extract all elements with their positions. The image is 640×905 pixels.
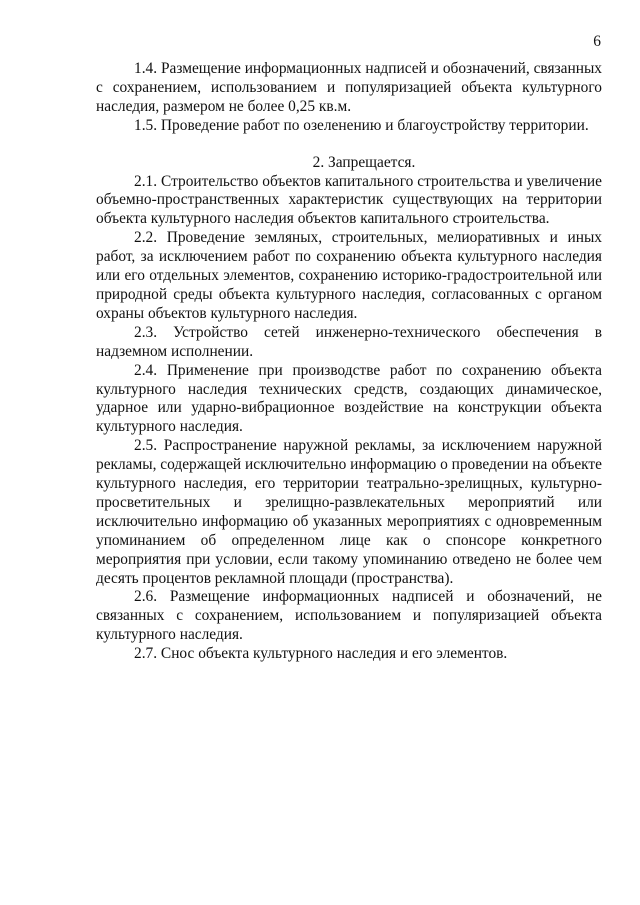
paragraph-1-5: 1.5. Проведение работ по озеленению и благоустройству территории.: [134, 116, 589, 134]
paragraph-1-4: 1.4. Размещение информационных надписей и обозначений, связанных с сохранением, использованием и популяризацией объекта культурного наследия, размером не более 0,25 кв.м.: [96, 60, 602, 115]
paragraph-2-4: 2.4. Применение при производстве работ по сохранению объекта культурного наследия технических средств, создающих динамическое, ударное или ударно-вибрационное воздействие на конструкции объекта культурного наследия.: [96, 361, 602, 436]
document-body: [96, 60, 602, 664]
spacer: [96, 136, 602, 154]
paragraph-2-5: 2.5. Распространение наружной рекламы, за исключением наружной рекламы, содержащей исключительно информацию о проведении на объекте культурного наследия, его территории театрально-зрелищных, культурно-просветительных и зрелищно-развлекательных мероприятий или исключительно информацию об указанных мероприятиях с одновременным упоминанием об определенном лице как о спонсоре конкретного мероприятия при условии, если такому упоминанию отведено не более чем десять процентов рекламной площади (пространства).: [96, 437, 602, 587]
paragraph-2-2: 2.2. Проведение земляных, строительных, мелиоративных и иных работ, за исключением работ по сохранению объекта культурного наследия или его отдельных элементов, сохранению историко-градостроительной или природной среды объекта культурного наследия, согласованных с органом охраны объектов культурного наследия.: [96, 229, 602, 322]
page-number: 6: [593, 33, 601, 50]
paragraph-2-7: 2.7. Снос объекта культурного наследия и его элементов.: [134, 645, 508, 663]
paragraph-2-1: 2.1. Строительство объектов капитального строительства и увеличение объемно-пространственных характеристик существующих на территории объекта культурного наследия объектов капитального строительства.: [96, 172, 602, 228]
paragraph-2-6: 2.6. Размещение информационных надписей и обозначений, не связанных с сохранением, использованием и популяризацией объекта культурного наследия.: [96, 588, 602, 644]
paragraph-2-3: 2.3. Устройство сетей инженерно-технического обеспечения в надземном исполнении.: [96, 323, 602, 360]
section-heading: 2. Запрещается.: [312, 153, 416, 171]
